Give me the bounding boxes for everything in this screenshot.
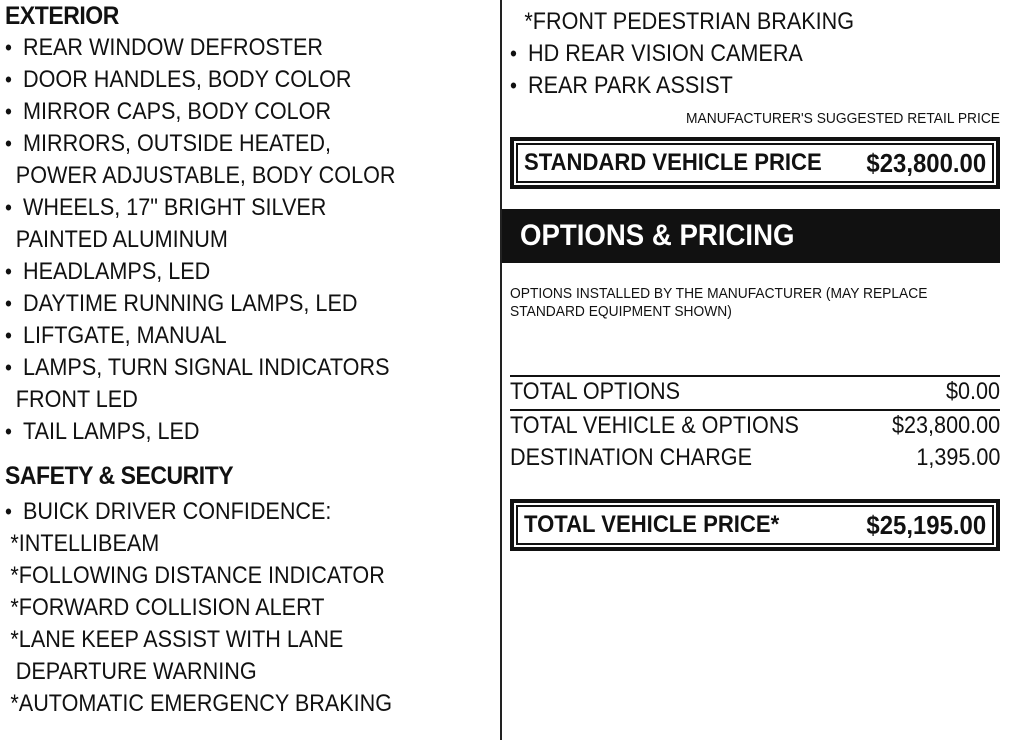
- list-item: • WHEELS, 17" BRIGHT SILVER: [5, 192, 446, 224]
- safety-list: [5, 496, 495, 720]
- left-column: [5, 0, 495, 720]
- list-subitem: *AUTOMATIC EMERGENCY BRAKING: [10, 690, 393, 717]
- msrp-note: MANUFACTURER'S SUGGESTED RETAIL PRICE: [686, 110, 1000, 127]
- exterior-list: [5, 32, 495, 448]
- list-subitem: *INTELLIBEAM: [10, 530, 160, 557]
- destination-charge-label: DESTINATION CHARGE: [510, 444, 753, 471]
- list-item: • LIFTGATE, MANUAL: [5, 320, 446, 352]
- list-item-continuation: POWER ADJUSTABLE, BODY COLOR: [15, 162, 396, 189]
- total-options-label: TOTAL OPTIONS: [510, 378, 681, 405]
- column-divider: [500, 0, 502, 740]
- table-row: [510, 443, 1000, 475]
- list-item: • HD REAR VISION CAMERA: [510, 38, 951, 70]
- standard-price-label: STANDARD VEHICLE PRICE: [524, 149, 822, 176]
- exterior-heading: EXTERIOR: [5, 2, 119, 30]
- total-price-value: $25,195.00: [866, 509, 986, 540]
- list-item: • REAR PARK ASSIST: [510, 70, 951, 102]
- total-price-box: [510, 499, 1000, 551]
- options-heading-bar: [502, 209, 1000, 263]
- list-subitem: *LANE KEEP ASSIST WITH LANE: [10, 626, 344, 653]
- total-vehicle-options-value: $23,800.00: [891, 412, 1000, 439]
- list-item-continuation: FRONT LED: [15, 386, 138, 413]
- total-price-label: TOTAL VEHICLE PRICE*: [524, 511, 780, 538]
- list-item: • BUICK DRIVER CONFIDENCE:: [5, 496, 446, 528]
- list-subitem: *FORWARD COLLISION ALERT: [10, 594, 325, 621]
- total-options-value: $0.00: [945, 378, 1000, 405]
- list-subitem: *FOLLOWING DISTANCE INDICATOR: [10, 562, 385, 589]
- list-item: • REAR WINDOW DEFROSTER: [5, 32, 446, 64]
- list-item: • MIRRORS, OUTSIDE HEATED,: [5, 128, 446, 160]
- table-row: [510, 409, 1000, 443]
- list-item: • MIRROR CAPS, BODY COLOR: [5, 96, 446, 128]
- safety-heading: SAFETY & SECURITY: [5, 462, 234, 490]
- standard-price-box: [510, 137, 1000, 189]
- options-heading: OPTIONS & PRICING: [520, 219, 795, 252]
- list-item-continuation: PAINTED ALUMINUM: [15, 226, 228, 253]
- safety-list-continued: [510, 6, 1000, 102]
- list-item: • LAMPS, TURN SIGNAL INDICATORS: [5, 352, 446, 384]
- standard-price-value: $23,800.00: [866, 147, 986, 178]
- right-column: [510, 0, 1000, 551]
- totals-table: [510, 375, 1000, 475]
- list-item: • TAIL LAMPS, LED: [5, 416, 446, 448]
- list-subitem: *FRONT PEDESTRIAN BRAKING: [524, 8, 855, 35]
- list-item: • HEADLAMPS, LED: [5, 256, 446, 288]
- list-item: • DAYTIME RUNNING LAMPS, LED: [5, 288, 446, 320]
- table-row: [510, 375, 1000, 409]
- total-vehicle-options-label: TOTAL VEHICLE & OPTIONS: [510, 412, 799, 439]
- list-item-continuation: DEPARTURE WARNING: [15, 658, 257, 685]
- destination-charge-value: 1,395.00: [915, 444, 1000, 471]
- options-note: OPTIONS INSTALLED BY THE MANUFACTURER (MAY REPLACE STANDARD EQUIPMENT SHOWN): [510, 285, 928, 320]
- list-item: • DOOR HANDLES, BODY COLOR: [5, 64, 446, 96]
